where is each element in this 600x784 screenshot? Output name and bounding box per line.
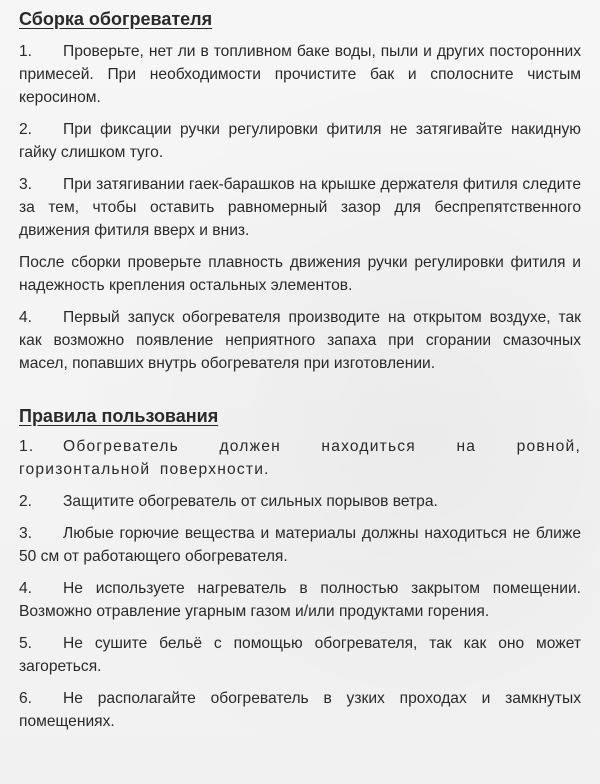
- usage-item-2: [19, 490, 581, 513]
- item-number: 3.: [19, 525, 33, 542]
- item-number: 1.: [19, 438, 35, 455]
- usage-item-5: [19, 632, 581, 678]
- item-text: Не располагайте обогреватель в узких проходах и замкнутых помещениях.: [19, 690, 581, 730]
- section-heading-usage-rules: Правила пользования: [19, 406, 219, 426]
- item-text: Защитите обогреватель от сильных порывов ветра.: [63, 493, 438, 510]
- assembly-item-2: [19, 118, 581, 164]
- item-text: После сборки проверьте плавность движения ручки регулировки фитиля и надежность крепления остальных элементов.: [19, 254, 581, 294]
- assembly-note: [19, 251, 581, 297]
- item-number: 4.: [19, 309, 33, 326]
- usage-item-6: [19, 687, 581, 733]
- item-text: При фиксации ручки регулировки фитиля не затягивайте накидную гайку слишком туго.: [19, 121, 581, 161]
- usage-item-4: [19, 577, 581, 623]
- item-number: 2.: [19, 493, 33, 510]
- assembly-item-3: [19, 173, 581, 242]
- item-number: 2.: [19, 121, 33, 138]
- item-text: При затягивании гаек-барашков на крышке держателя фитиля следите за тем, чтобы оставить равномерный зазор для беспрепятственного движения фитиля вверх и вниз.: [19, 176, 581, 239]
- section-heading-assembly: Сборка обогревателя: [19, 9, 213, 29]
- item-text: Не используете нагреватель в полностью закрытом помещении. Возможно отравление угарным газом и/или продуктами горения.: [19, 580, 581, 620]
- item-text: Любые горючие вещества и материалы должны находиться не ближе 50 см от работающего обогревателя.: [19, 525, 581, 565]
- item-number: 6.: [19, 690, 33, 707]
- usage-item-1: [19, 435, 581, 481]
- item-number: 3.: [19, 176, 33, 193]
- item-text: Проверьте, нет ли в топливном баке воды, пыли и других посторонних примесей. При необходимости прочистите бак и сполосните чистым керосином.: [19, 43, 581, 106]
- item-text: Первый запуск обогревателя производите на открытом воздухе, так как возможно появление неприятного запаха при сгорании смазочных масел, попавших внутрь обогревателя при изготовлении.: [19, 309, 581, 372]
- assembly-item-4: [19, 306, 581, 375]
- item-text: Обогреватель должен находиться на ровной, горизонтальной поверхности.: [19, 438, 581, 478]
- item-number: 5.: [19, 635, 33, 652]
- item-text: Не сушите бельё с помощью обогревателя, так как оно может загореться.: [19, 635, 581, 675]
- assembly-item-1: [19, 40, 581, 109]
- item-number: 4.: [19, 580, 33, 597]
- item-number: 1.: [19, 43, 33, 60]
- usage-item-3: [19, 522, 581, 568]
